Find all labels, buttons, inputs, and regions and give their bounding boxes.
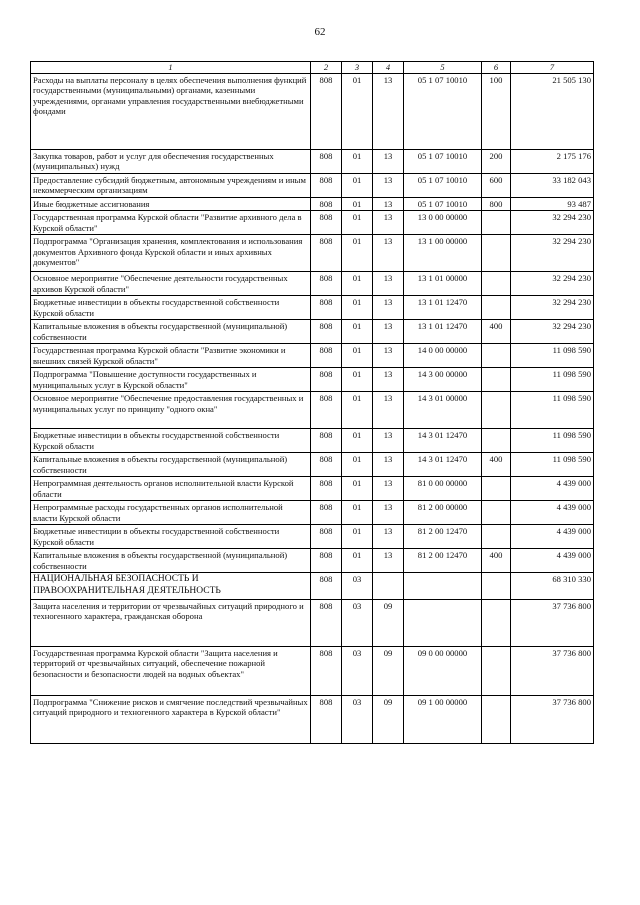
cell-target-article: 13 0 00 00000 <box>404 211 482 235</box>
table-row <box>31 198 594 211</box>
cell-ved: 808 <box>311 211 342 235</box>
table-row <box>31 477 594 501</box>
row-name: Подпрограмма "Повышение доступности государственных и муниципальных услуг в Курской области" <box>31 368 311 392</box>
cell-amount: 37 736 800 <box>511 646 594 695</box>
cell-subsection: 13 <box>373 235 404 272</box>
cell-ved: 808 <box>311 198 342 211</box>
table-row <box>31 392 594 429</box>
row-name: Государственная программа Курской области "Защита населения и территорий от чрезвычайных ситуаций, обеспечение пожарной безопасности и безопасности людей на водных объектах" <box>31 646 311 695</box>
table-row <box>31 150 594 174</box>
cell-section: 01 <box>342 198 373 211</box>
row-name: Иные бюджетные ассигнования <box>31 198 311 211</box>
column-header: 2 <box>311 62 342 74</box>
cell-subsection: 13 <box>373 272 404 296</box>
cell-subsection: 13 <box>373 211 404 235</box>
cell-expense-type <box>482 211 511 235</box>
cell-expense-type: 400 <box>482 453 511 477</box>
table-row <box>31 599 594 646</box>
cell-amount: 37 736 800 <box>511 695 594 743</box>
cell-section: 01 <box>342 453 373 477</box>
cell-target-article: 09 0 00 00000 <box>404 646 482 695</box>
row-name: Капитальные вложения в объекты государственной (муниципальной) собственности <box>31 549 311 573</box>
cell-section: 01 <box>342 344 373 368</box>
cell-amount: 32 294 230 <box>511 296 594 320</box>
row-name: Непрограммная деятельность органов исполнительной власти Курской области <box>31 477 311 501</box>
cell-target-article <box>404 599 482 646</box>
table-row <box>31 74 594 150</box>
cell-expense-type <box>482 525 511 549</box>
table-row <box>31 453 594 477</box>
column-header: 3 <box>342 62 373 74</box>
cell-ved: 808 <box>311 525 342 549</box>
cell-expense-type <box>482 501 511 525</box>
cell-subsection: 13 <box>373 150 404 174</box>
cell-subsection: 13 <box>373 344 404 368</box>
cell-target-article: 14 3 01 00000 <box>404 392 482 429</box>
cell-amount: 11 098 590 <box>511 344 594 368</box>
table-row <box>31 320 594 344</box>
cell-amount: 21 505 130 <box>511 74 594 150</box>
cell-subsection: 13 <box>373 549 404 573</box>
cell-subsection: 13 <box>373 174 404 198</box>
cell-section: 03 <box>342 646 373 695</box>
cell-expense-type <box>482 392 511 429</box>
cell-section: 01 <box>342 211 373 235</box>
cell-target-article: 13 1 01 12470 <box>404 296 482 320</box>
cell-expense-type <box>482 646 511 695</box>
cell-amount: 4 439 000 <box>511 525 594 549</box>
cell-amount: 32 294 230 <box>511 235 594 272</box>
cell-amount: 11 098 590 <box>511 453 594 477</box>
row-name: Расходы на выплаты персоналу в целях обеспечения выполнения функций государственными (муниципальными) органами, казенными учреждениями, органами управления государственными внебюджетными фондами <box>31 74 311 150</box>
table-row <box>31 549 594 573</box>
cell-target-article: 14 0 00 00000 <box>404 344 482 368</box>
column-number-row <box>31 62 594 74</box>
cell-expense-type: 400 <box>482 320 511 344</box>
cell-section: 01 <box>342 174 373 198</box>
cell-amount: 37 736 800 <box>511 599 594 646</box>
cell-ved: 808 <box>311 344 342 368</box>
cell-amount: 2 175 176 <box>511 150 594 174</box>
row-name: НАЦИОНАЛЬНАЯ БЕЗОПАСНОСТЬ И ПРАВООХРАНИТЕЛЬНАЯ ДЕЯТЕЛЬНОСТЬ <box>31 573 311 599</box>
cell-subsection: 13 <box>373 453 404 477</box>
cell-expense-type <box>482 344 511 368</box>
cell-target-article: 13 1 00 00000 <box>404 235 482 272</box>
table-row <box>31 429 594 453</box>
column-header: 6 <box>482 62 511 74</box>
column-header: 7 <box>511 62 594 74</box>
cell-section: 01 <box>342 549 373 573</box>
row-name: Капитальные вложения в объекты государственной (муниципальной) собственности <box>31 320 311 344</box>
row-name: Подпрограмма "Снижение рисков и смягчение последствий чрезвычайных ситуаций природного и техногенного характера в Курской области" <box>31 695 311 743</box>
cell-subsection: 13 <box>373 296 404 320</box>
column-header: 4 <box>373 62 404 74</box>
cell-amount: 32 294 230 <box>511 272 594 296</box>
cell-section: 01 <box>342 320 373 344</box>
row-name: Предоставление субсидий бюджетным, автономным учреждениям и иным некоммерческим организациям <box>31 174 311 198</box>
row-name: Подпрограмма "Организация хранения, комплектования и использования документов Архивного фонда Курской области и иных архивных документов" <box>31 235 311 272</box>
cell-target-article: 14 3 01 12470 <box>404 429 482 453</box>
page-number: 62 <box>314 26 326 38</box>
cell-target-article: 14 3 00 00000 <box>404 368 482 392</box>
table-body <box>31 74 594 744</box>
cell-expense-type <box>482 695 511 743</box>
cell-ved: 808 <box>311 74 342 150</box>
cell-target-article: 05 1 07 10010 <box>404 174 482 198</box>
cell-expense-type: 100 <box>482 74 511 150</box>
cell-target-article: 81 2 00 12470 <box>404 549 482 573</box>
cell-expense-type <box>482 477 511 501</box>
cell-section: 01 <box>342 74 373 150</box>
cell-amount: 11 098 590 <box>511 429 594 453</box>
cell-section: 03 <box>342 695 373 743</box>
table-row <box>31 211 594 235</box>
cell-target-article: 81 2 00 12470 <box>404 525 482 549</box>
cell-section: 01 <box>342 296 373 320</box>
cell-ved: 808 <box>311 646 342 695</box>
cell-target-article: 05 1 07 10010 <box>404 74 482 150</box>
cell-target-article <box>404 573 482 599</box>
cell-subsection: 09 <box>373 599 404 646</box>
table-row <box>31 525 594 549</box>
cell-amount: 11 098 590 <box>511 368 594 392</box>
cell-subsection: 13 <box>373 477 404 501</box>
cell-ved: 808 <box>311 477 342 501</box>
cell-subsection: 13 <box>373 501 404 525</box>
row-name: Капитальные вложения в объекты государственной (муниципальной) собственности <box>31 453 311 477</box>
cell-ved: 808 <box>311 174 342 198</box>
cell-target-article: 81 2 00 00000 <box>404 501 482 525</box>
budget-table <box>30 61 594 744</box>
cell-section: 03 <box>342 573 373 599</box>
row-name: Бюджетные инвестиции в объекты государственной собственности Курской области <box>31 429 311 453</box>
row-name: Бюджетные инвестиции в объекты государственной собственности Курской области <box>31 525 311 549</box>
cell-ved: 808 <box>311 235 342 272</box>
cell-subsection: 13 <box>373 392 404 429</box>
cell-target-article: 81 0 00 00000 <box>404 477 482 501</box>
table-row <box>31 344 594 368</box>
column-header: 5 <box>404 62 482 74</box>
cell-amount: 4 439 000 <box>511 501 594 525</box>
cell-section: 01 <box>342 477 373 501</box>
cell-amount: 33 182 043 <box>511 174 594 198</box>
row-name: Закупка товаров, работ и услуг для обеспечения государственных (муниципальных) нужд <box>31 150 311 174</box>
cell-target-article: 05 1 07 10010 <box>404 150 482 174</box>
cell-amount: 68 310 330 <box>511 573 594 599</box>
row-name: Государственная программа Курской области "Развитие экономики и внешних связей Курской области" <box>31 344 311 368</box>
cell-section: 01 <box>342 501 373 525</box>
cell-expense-type <box>482 368 511 392</box>
cell-amount: 4 439 000 <box>511 549 594 573</box>
cell-expense-type <box>482 235 511 272</box>
cell-amount: 32 294 230 <box>511 211 594 235</box>
cell-section: 01 <box>342 272 373 296</box>
table-row <box>31 501 594 525</box>
cell-ved: 808 <box>311 429 342 453</box>
cell-subsection: 13 <box>373 525 404 549</box>
cell-expense-type: 800 <box>482 198 511 211</box>
cell-amount: 4 439 000 <box>511 477 594 501</box>
cell-subsection: 13 <box>373 368 404 392</box>
cell-subsection: 09 <box>373 695 404 743</box>
cell-expense-type <box>482 599 511 646</box>
cell-subsection: 09 <box>373 646 404 695</box>
cell-ved: 808 <box>311 501 342 525</box>
cell-amount: 11 098 590 <box>511 392 594 429</box>
table-row <box>31 695 594 743</box>
cell-amount: 32 294 230 <box>511 320 594 344</box>
cell-expense-type <box>482 429 511 453</box>
cell-target-article: 09 1 00 00000 <box>404 695 482 743</box>
cell-ved: 808 <box>311 368 342 392</box>
row-name: Основное мероприятие "Обеспечение деятельности государственных архивов Курской области" <box>31 272 311 296</box>
table-row <box>31 174 594 198</box>
cell-section: 01 <box>342 235 373 272</box>
row-name: Основное мероприятие "Обеспечение предоставления государственных и муниципальных услуг по принципу "одного окна" <box>31 392 311 429</box>
cell-ved: 808 <box>311 320 342 344</box>
cell-expense-type <box>482 272 511 296</box>
table-row <box>31 296 594 320</box>
row-name: Бюджетные инвестиции в объекты государственной собственности Курской области <box>31 296 311 320</box>
cell-target-article: 14 3 01 12470 <box>404 453 482 477</box>
cell-target-article: 05 1 07 10010 <box>404 198 482 211</box>
cell-expense-type: 200 <box>482 150 511 174</box>
row-name: Государственная программа Курской области "Развитие архивного дела в Курской области" <box>31 211 311 235</box>
table-row <box>31 235 594 272</box>
table-row <box>31 272 594 296</box>
cell-target-article: 13 1 01 00000 <box>404 272 482 296</box>
cell-section: 01 <box>342 525 373 549</box>
table-row <box>31 368 594 392</box>
cell-amount: 93 487 <box>511 198 594 211</box>
cell-expense-type: 400 <box>482 549 511 573</box>
cell-section: 01 <box>342 368 373 392</box>
cell-ved: 808 <box>311 573 342 599</box>
cell-subsection: 13 <box>373 74 404 150</box>
cell-section: 01 <box>342 429 373 453</box>
cell-expense-type <box>482 296 511 320</box>
cell-subsection: 13 <box>373 429 404 453</box>
cell-section: 01 <box>342 392 373 429</box>
cell-expense-type: 600 <box>482 174 511 198</box>
table-row <box>31 646 594 695</box>
cell-ved: 808 <box>311 150 342 174</box>
cell-subsection: 13 <box>373 320 404 344</box>
cell-section: 03 <box>342 599 373 646</box>
cell-expense-type <box>482 573 511 599</box>
table-row <box>31 573 594 599</box>
cell-ved: 808 <box>311 296 342 320</box>
cell-subsection <box>373 573 404 599</box>
cell-ved: 808 <box>311 392 342 429</box>
row-name: Защита населения и территории от чрезвычайных ситуаций природного и техногенного характера, гражданская оборона <box>31 599 311 646</box>
cell-ved: 808 <box>311 695 342 743</box>
column-header: 1 <box>31 62 311 74</box>
cell-ved: 808 <box>311 453 342 477</box>
cell-target-article: 13 1 01 12470 <box>404 320 482 344</box>
cell-section: 01 <box>342 150 373 174</box>
row-name: Непрограммные расходы государственных органов исполнительной власти Курской области <box>31 501 311 525</box>
cell-ved: 808 <box>311 549 342 573</box>
cell-subsection: 13 <box>373 198 404 211</box>
cell-ved: 808 <box>311 272 342 296</box>
cell-ved: 808 <box>311 599 342 646</box>
